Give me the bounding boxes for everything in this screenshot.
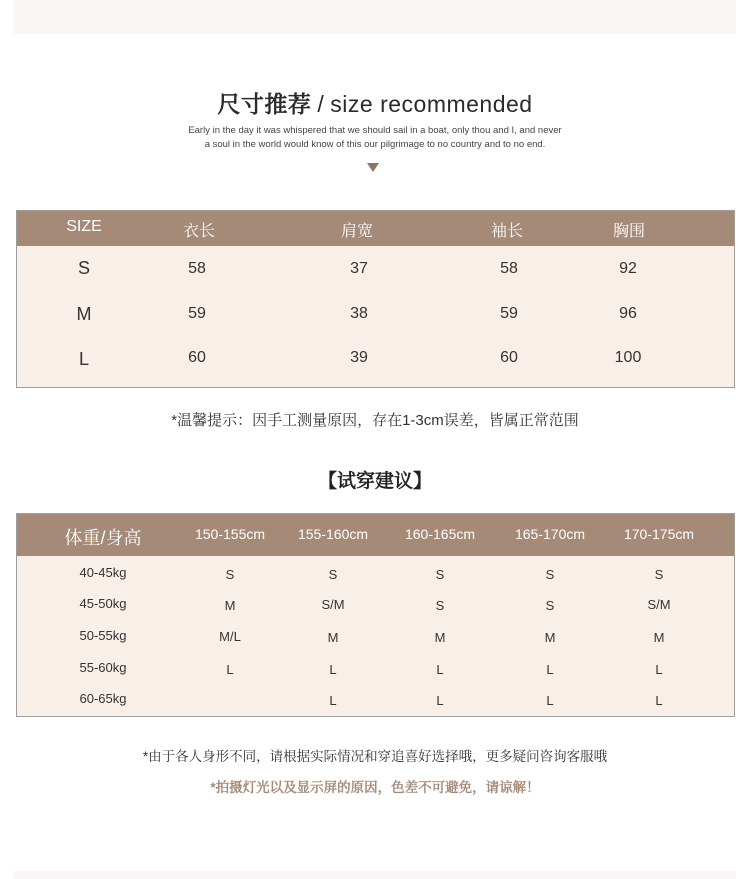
- fit-cell: M: [327, 630, 339, 645]
- down-arrow-icon: [367, 163, 379, 172]
- size-cell: 58: [188, 260, 206, 277]
- fit-weight-cell: 55-60kg: [79, 660, 127, 675]
- fit-cell: S/M: [647, 597, 671, 612]
- fit-cell: M: [544, 630, 556, 645]
- size-table: [16, 210, 735, 388]
- size-cell: 96: [619, 305, 637, 322]
- fit-cell: L: [546, 662, 554, 677]
- fit-cell: L: [436, 662, 444, 677]
- size-cell: S: [77, 258, 91, 278]
- fit-weight-cell: 40-45kg: [79, 565, 127, 580]
- subtitle-line-1: Early in the day it was whispered that we should sail in a boat, only thou and I, and never: [188, 125, 562, 136]
- fit-note: *由于各人身形不同，请根据实际情况和穿追喜好选择哦，更多疑问咨询客服哦: [142, 749, 608, 764]
- fit-cell: L: [546, 693, 554, 708]
- fit-cell: L: [655, 693, 663, 708]
- fit-weight-cell: 50-55kg: [79, 628, 127, 643]
- top-divider-band: [14, 0, 736, 34]
- fit-cell: M/L: [219, 629, 241, 644]
- fit-header-col: 155-160cm: [297, 526, 369, 542]
- size-cell: L: [78, 349, 90, 369]
- fit-cell: S: [545, 567, 555, 582]
- fit-cell: S: [435, 598, 445, 613]
- page-title: [0, 86, 750, 119]
- fit-table: [16, 513, 735, 717]
- fit-cell: S: [435, 567, 445, 582]
- fit-cell: M: [434, 630, 446, 645]
- fit-header-weight-height: 体重/身高: [64, 528, 142, 548]
- size-cell: 92: [619, 260, 637, 277]
- fit-cell: L: [329, 662, 337, 677]
- title-separator: /: [317, 91, 325, 117]
- size-cell: 37: [350, 260, 368, 277]
- color-difference-note: *拍摄灯光以及显示屏的原因，色差不可避免，请谅解！: [210, 780, 540, 795]
- fit-header-col: 160-165cm: [404, 526, 476, 542]
- fit-weight-cell: 60-65kg: [79, 691, 127, 706]
- size-cell: 38: [350, 305, 368, 322]
- size-cell: 60: [188, 349, 206, 366]
- fit-header-col: 170-175cm: [623, 526, 695, 542]
- size-cell: 59: [500, 305, 518, 322]
- bottom-divider-band: [14, 871, 736, 879]
- size-header-shoulder: 肩宽: [340, 223, 374, 240]
- fit-cell: S: [328, 567, 338, 582]
- size-header-size: SIZE: [66, 218, 102, 235]
- fit-cell: M: [653, 630, 665, 645]
- size-cell: M: [76, 304, 92, 324]
- fit-cell: S: [225, 567, 235, 582]
- fit-cell: L: [226, 662, 234, 677]
- fit-header-col: 165-170cm: [514, 526, 586, 542]
- subtitle: [0, 124, 750, 152]
- subtitle-line-2: a soul in the world would know of this our pilgrimage to no country and to no end.: [204, 139, 546, 150]
- size-table-header: [17, 211, 734, 246]
- size-cell: 60: [500, 349, 518, 366]
- size-cell: 100: [614, 349, 642, 366]
- size-header-sleeve: 袖长: [490, 223, 524, 240]
- fit-cell: L: [436, 693, 444, 708]
- fit-cell: M: [224, 598, 236, 613]
- fit-weight-cell: 45-50kg: [79, 596, 127, 611]
- fit-cell: S: [654, 567, 664, 582]
- size-header-length: 衣长: [182, 223, 216, 240]
- size-cell: 59: [188, 305, 206, 322]
- fit-cell: S: [545, 598, 555, 613]
- size-cell: 58: [500, 260, 518, 277]
- title-english: size recommended: [330, 91, 533, 117]
- size-header-chest: 胸围: [612, 223, 646, 240]
- measurement-note: *温馨提示：因手工测量原因，存在1-3cm误差，皆属正常范围: [171, 412, 579, 429]
- fit-table-header: [17, 514, 734, 556]
- size-cell: 39: [350, 349, 368, 366]
- fit-header-col: 150-155cm: [194, 526, 266, 542]
- fit-cell: S/M: [321, 597, 345, 612]
- fit-section-title: 【试穿建议】: [317, 471, 432, 492]
- fit-cell: L: [655, 662, 663, 677]
- title-chinese: 尺寸推荐: [217, 91, 312, 117]
- fit-cell: L: [329, 693, 337, 708]
